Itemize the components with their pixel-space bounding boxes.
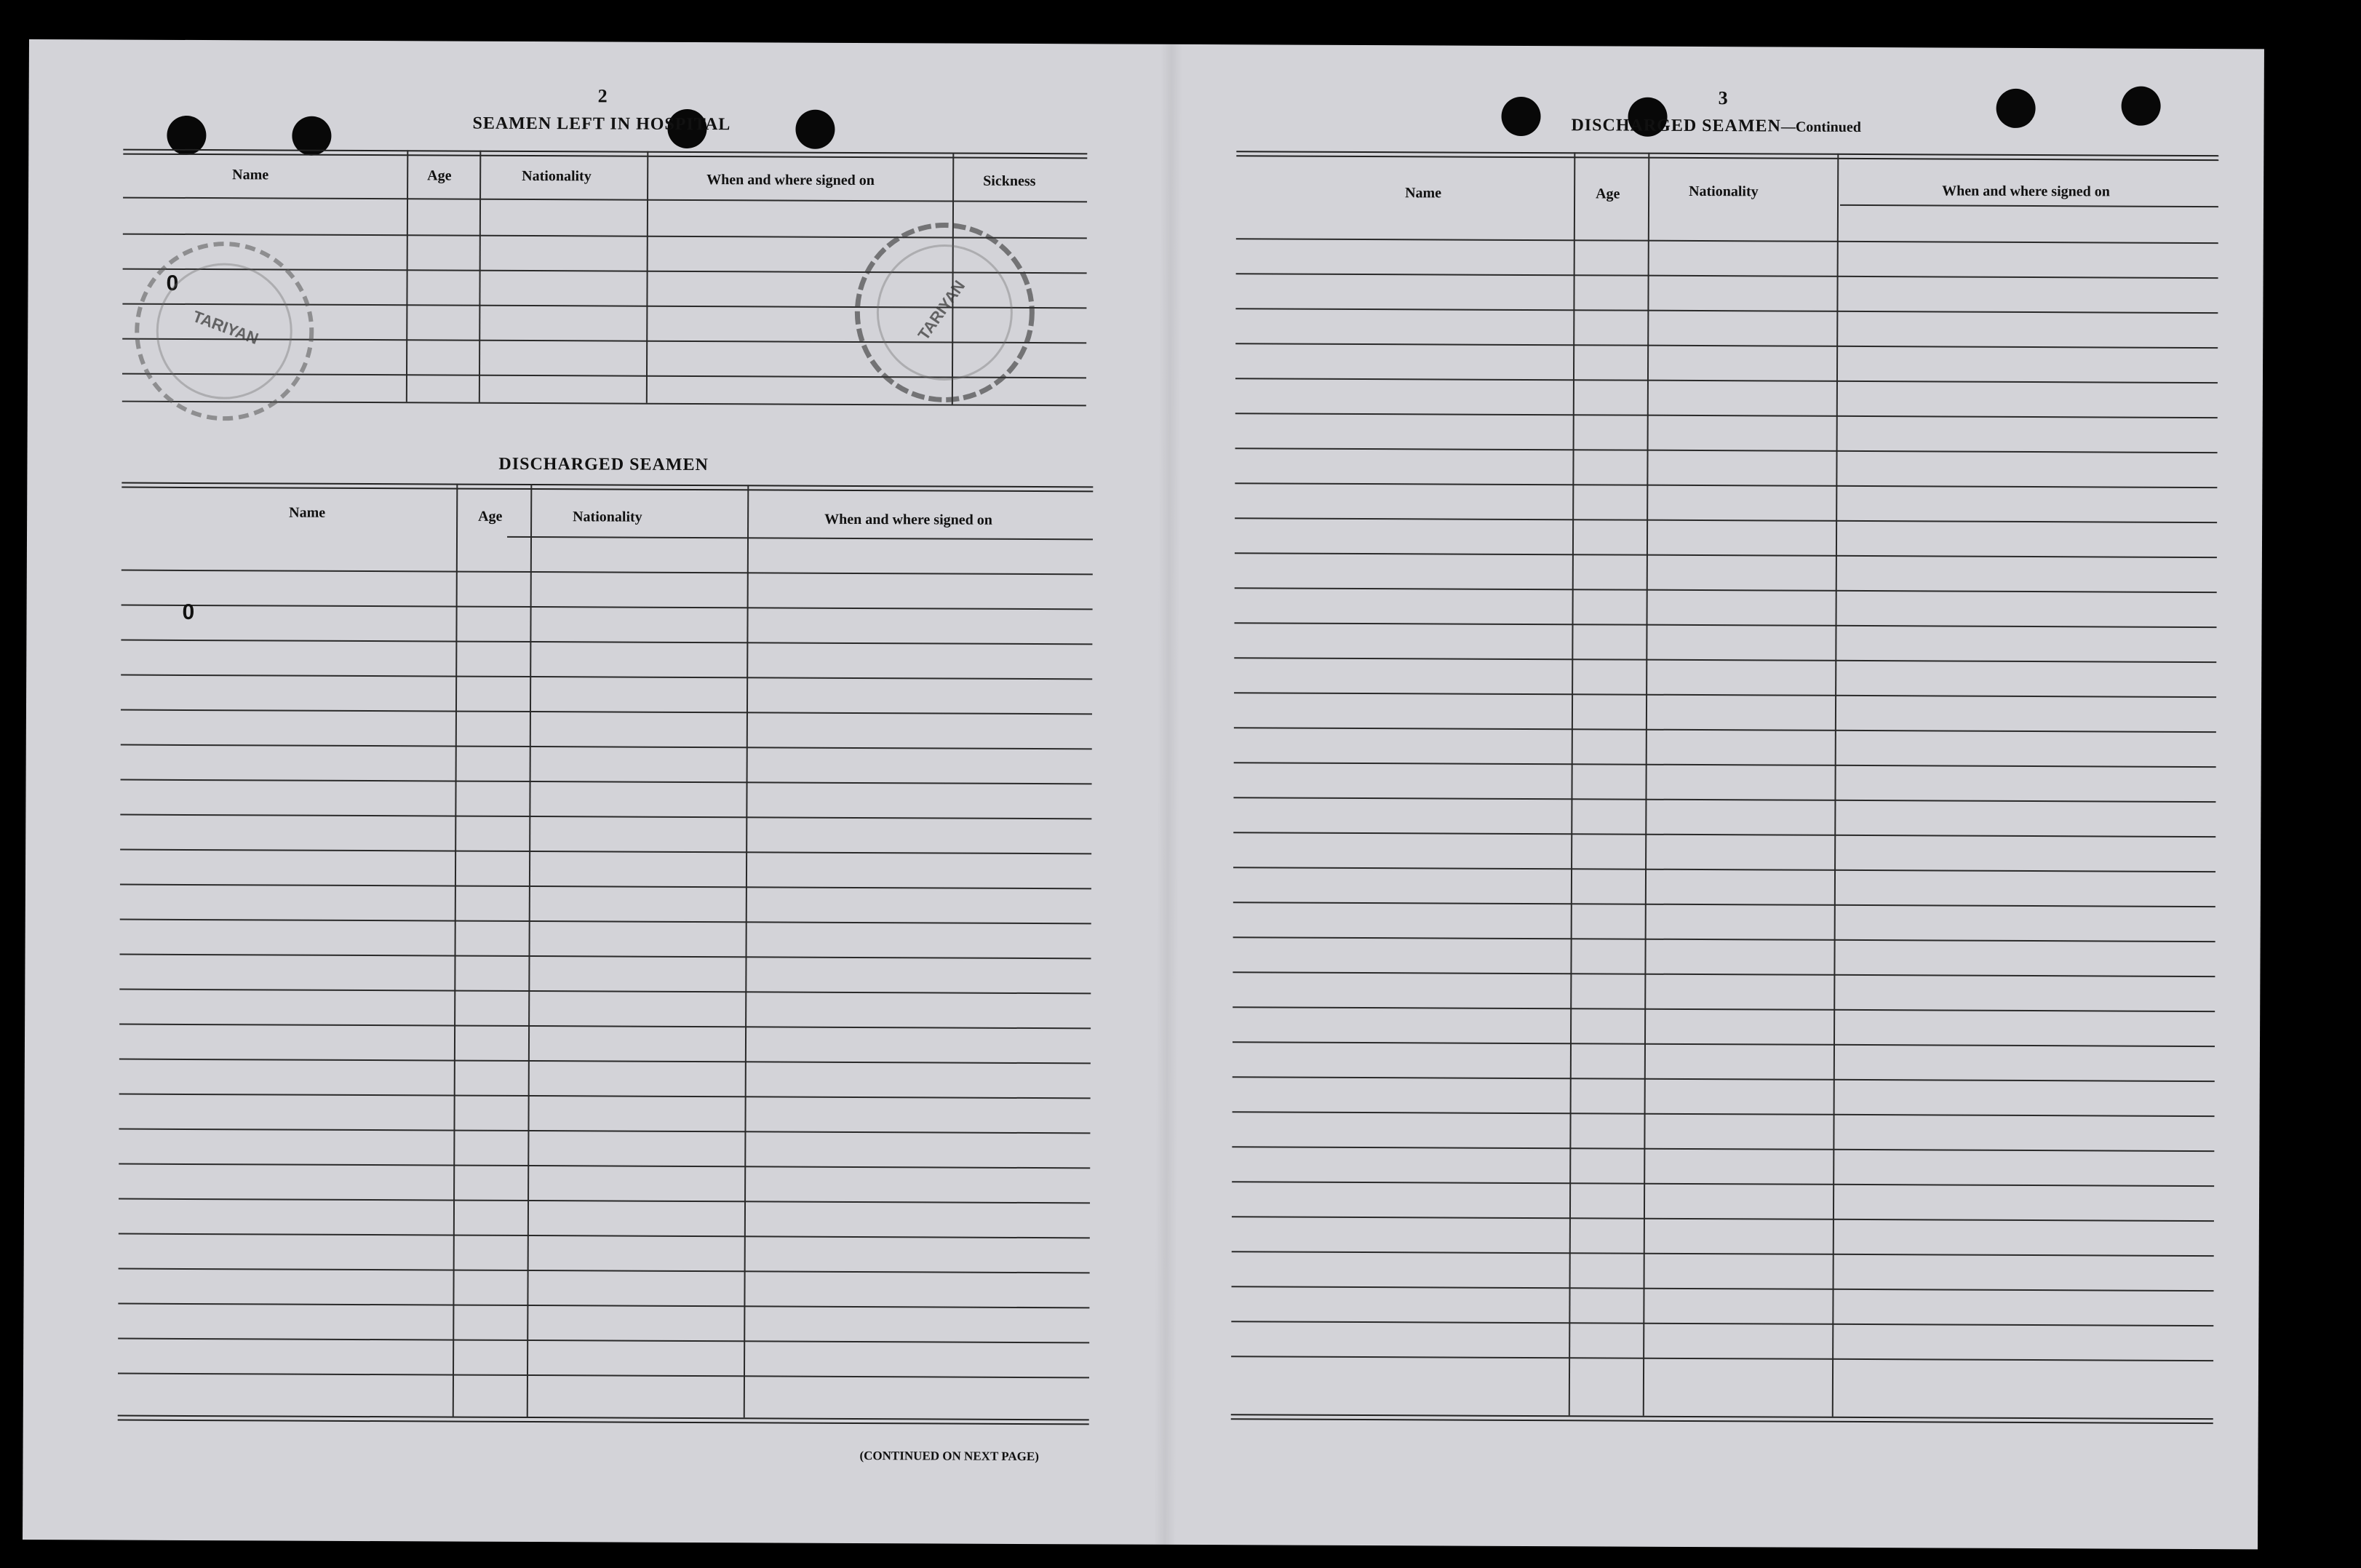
col-header: Nationality (522, 167, 592, 185)
stamp-text: TARIYAN (914, 276, 969, 343)
margin-mark: 0 (182, 600, 195, 624)
punch-hole (795, 110, 835, 149)
col-header: Age (427, 167, 452, 184)
discharged-heading: DISCHARGED SEAMEN (498, 454, 709, 475)
col-header: Name (1405, 185, 1442, 202)
heading-main: DISCHARGED SEAMEN (1571, 116, 1781, 136)
punch-hole (1996, 89, 2035, 128)
port-stamp (835, 203, 1054, 422)
col-header: When and where signed on (1942, 183, 2110, 200)
col-header: When and where signed on (824, 511, 992, 528)
col-header: Name (232, 167, 269, 183)
col-header: Nationality (1689, 183, 1759, 200)
punch-hole (1501, 97, 1540, 136)
punch-hole (2122, 87, 2161, 126)
col-header: Name (289, 504, 326, 521)
heading-suffix: —Continued (1780, 119, 1861, 135)
col-header: When and where signed on (706, 172, 875, 189)
discharged-table (117, 482, 1093, 1462)
col-header: Nationality (573, 509, 642, 525)
page-number-left: 2 (597, 85, 608, 107)
discharged-continued-table (1230, 151, 2218, 1494)
col-header: Sickness (983, 172, 1036, 190)
stamp-text: TARIYAN (190, 306, 261, 349)
margin-mark: 0 (166, 271, 179, 295)
document-sheet (23, 39, 2264, 1549)
col-header: Age (1596, 186, 1620, 202)
port-stamp (115, 222, 334, 441)
col-header: Age (478, 508, 503, 525)
center-fold (1154, 44, 1182, 1545)
hospital-heading: SEAMEN LEFT IN HOSPITAL (472, 114, 731, 135)
continued-footer: (CONTINUED ON NEXT PAGE) (859, 1448, 1039, 1464)
discharged-continued-heading (1571, 116, 1861, 137)
page-number-right: 3 (1718, 87, 1728, 109)
